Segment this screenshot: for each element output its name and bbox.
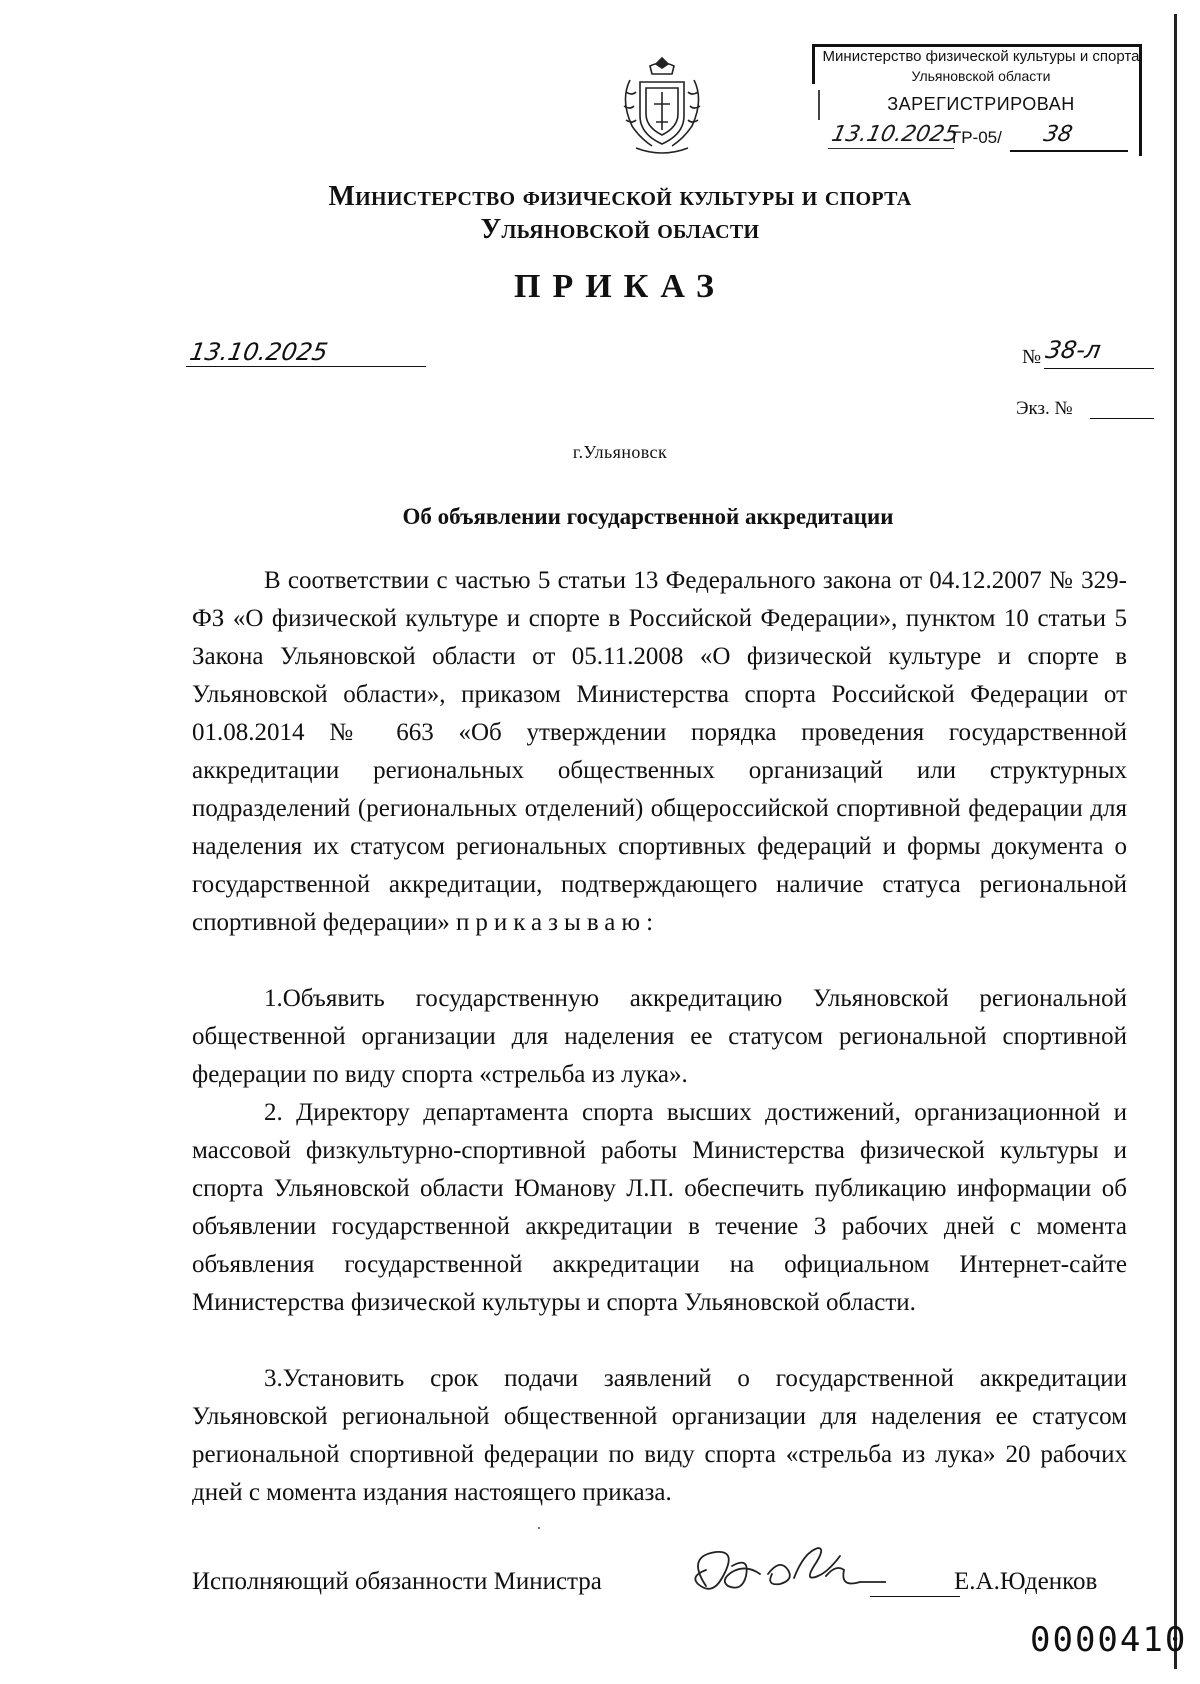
city: г.Ульяновск [572, 442, 668, 462]
paragraph-item-3 [192, 1360, 1127, 1512]
stamp-status: ЗАРЕГИСТРИРОВАН [887, 94, 1075, 114]
scan-border [1174, 14, 1177, 1669]
handwritten-signature [676, 1536, 886, 1616]
item-1-text: 1.Объявить государственную аккредитацию Ульяновской региональной общественной организации для наделения ее статусом региональной спортивной федерации по виду спорта «стрельба из лука». [192, 985, 1127, 1088]
copy-number-label: Экз. № [1016, 398, 1073, 419]
preamble-text: В соответствии с частью 5 статьи 13 Федерального закона от 04.12.2007 № 329-ФЗ «О физической культуре и спорте в Российской Федерации», пунктом 10 статьи 5 Закона Ульяновской области от 05.11.2008 «О физической культуре и спорте в Ульяновской области», приказом Министерства спорта Российской Федерации от 01.08.2014 № 663 «Об утверждении порядка проведения государственной аккредитации региональных общественных организаций или структурных подразделений (региональных отделений) общероссийской спортивной федерации для наделения их статусом региональных спортивных федераций и формы документа о государственной аккредитации, подтверждающего наличие статуса региональной спортивной федерации» [192, 567, 1127, 936]
paragraph-item-1 [192, 980, 1127, 1094]
stamp-reg-number: 38 [1041, 122, 1075, 147]
stamp-org-line2: Ульяновской области [911, 68, 1051, 84]
document-date: 13.10.2025 [187, 338, 330, 366]
item-3-text: 3.Установить срок подачи заявлений о государственной аккредитации Ульяновской региональной общественной организации для наделения ее статусом региональной спортивной федерации по виду спорта «стрельба из лука» 20 рабочих дней с момента издания настоящего приказа. [192, 1365, 1127, 1506]
signatory-name: Е.А.Юденков [954, 1568, 1098, 1595]
registration-stamp [812, 44, 1142, 156]
signatory-position: Исполняющий обязанности Министра [192, 1568, 602, 1595]
number-label: № [1022, 346, 1042, 368]
serial-number: 0000410 [1030, 1620, 1188, 1660]
stamp-date: 13.10.2025 [829, 122, 961, 147]
stamp-reg-prefix: ГР-05/ [952, 128, 1002, 147]
document-subject: Об объявлении государственной аккредитации [402, 504, 894, 529]
ministry-title-line1: Министерство физической культуры и спорта [328, 181, 912, 212]
ministry-title [180, 180, 1060, 246]
order-word: приказываю: [456, 909, 660, 936]
document-type: ПРИКАЗ [514, 268, 726, 305]
ministry-title-line2: Ульяновской области [480, 214, 760, 245]
paragraph-preamble [192, 562, 1127, 942]
paragraph-item-2 [192, 1094, 1127, 1322]
coat-of-arms-icon [616, 52, 708, 156]
item-2-text: 2. Директору департамента спорта высших достижений, организационной и массовой физкультурно-спортивной работы Министерства физической культуры и спорта Ульяновской области Юманову Л.П. обеспечить публикацию информации об объявлении государственной аккредитации в течение 3 рабочих дней с момента объявления государственной аккредитации на официальном Интернет-сайте Министерства физической культуры и спорта Ульяновской области. [192, 1099, 1127, 1316]
document-number: 38-л [1043, 336, 1104, 364]
stamp-org-line1: Министерство физической культуры и спорта [822, 48, 1140, 65]
